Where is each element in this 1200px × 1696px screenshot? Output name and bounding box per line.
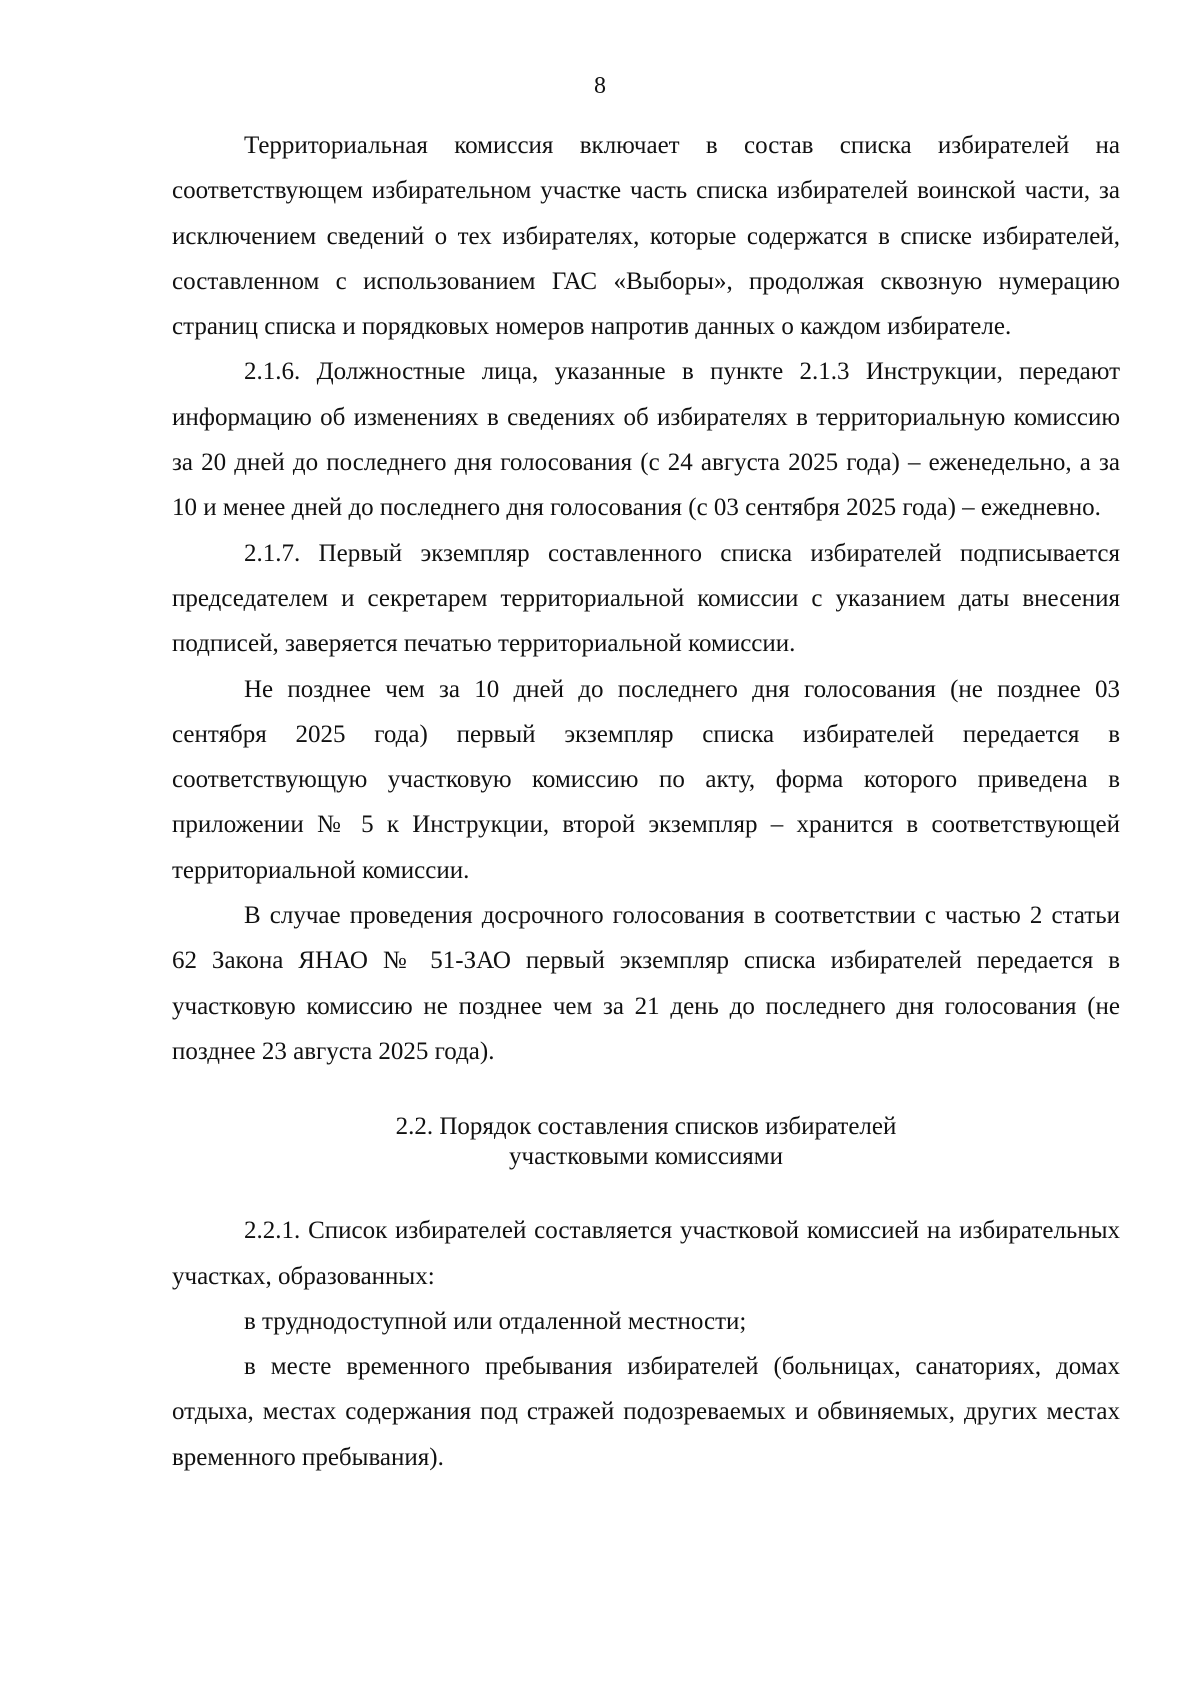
page-number: 8 xyxy=(594,73,606,99)
section-heading-line-2: участковыми комиссиями xyxy=(509,1143,783,1171)
list-item-remote-area: в труднодоступной или отдаленной местности; xyxy=(244,1307,747,1335)
paragraph-transfer-deadline: Не позднее чем за 10 дней до последнего дня голосования (не позднее 03 сентября 2025 года) первый экземпляр списка избирателей передается в соответствующую участковую комиссию по акту, форма которого приведена в приложении № 5 к Инструкции, второй экземпляр – хранится в соответствующей территориальной комиссии. xyxy=(172,675,1120,884)
section-heading xyxy=(172,1112,1120,1172)
paragraph-2-1-6: 2.1.6. Должностные лица, указанные в пункте 2.1.3 Инструкции, передают информацию об изменениях в сведениях об избирателях в территориальную комиссию за 20 дней до последнего дня голосования (с 24 августа 2025 года) – еженедельно, а за 10 и менее дней до последнего дня голосования (с 03 сентября 2025 года) – ежедневно. xyxy=(172,358,1120,522)
paragraph-2-2-1: 2.2.1. Список избирателей составляется участковой комиссией на избирательных участках, образованных: xyxy=(172,1217,1120,1290)
paragraph-territorial-commission: Территориальная комиссия включает в состав списка избирателей на соответствующем избирательном участке часть списка избирателей воинской части, за исключением сведений о тех избирателях, которые содержатся в списке избирателей, составленном с использованием ГАС «Выборы», продолжая сквозную нумерацию страниц списка и порядковых номеров напротив данных о каждом избирателе. xyxy=(172,132,1120,341)
paragraph-2-1-7: 2.1.7. Первый экземпляр составленного списка избирателей подписывается председателем и секретарем территориальной комиссии с указанием даты внесения подписей, заверяется печатью территориальной комиссии. xyxy=(172,539,1120,658)
section-heading-line-1: 2.2. Порядок составления списков избирателей xyxy=(395,1113,897,1141)
list-item-temporary-stay: в месте временного пребывания избирателей (больницах, санаториях, домах отдыха, местах содержания под стражей подозреваемых и обвиняемых, других местах временного пребывания). xyxy=(172,1353,1120,1471)
paragraph-early-voting: В случае проведения досрочного голосования в соответствии с частью 2 статьи 62 Закона ЯНАО № 51-ЗАО первый экземпляр списка избирателей передается в участковую комиссию не позднее чем за 21 день до последнего дня голосования (не позднее 23 августа 2025 года). xyxy=(172,902,1120,1065)
document-body xyxy=(172,123,1120,1480)
